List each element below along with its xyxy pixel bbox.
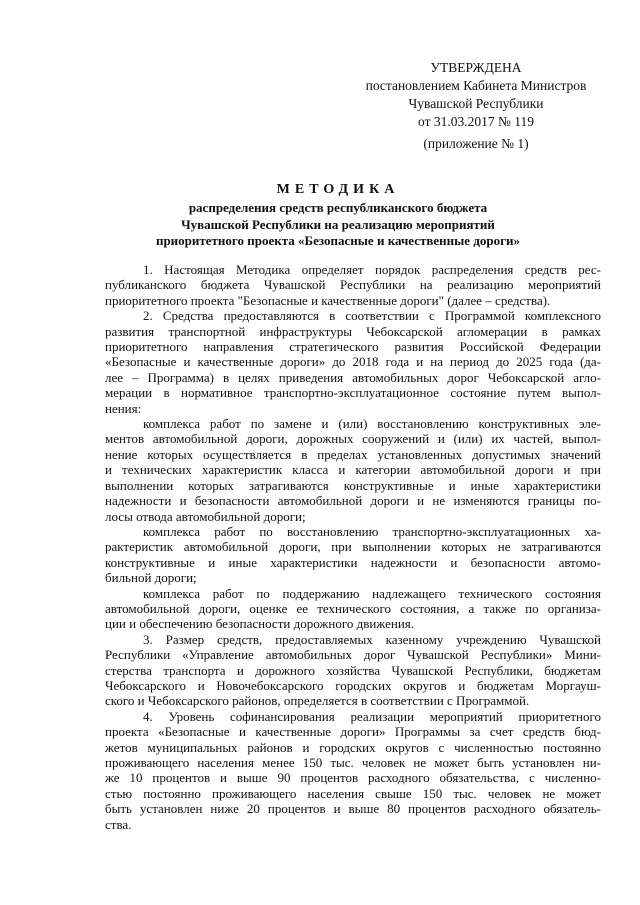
- paragraph-line: 2. Средства предоставляются в соответствии с Программой комплексного: [143, 308, 601, 324]
- paragraph-line: комплекса работ по поддержанию надлежащего технического состояния: [143, 585, 601, 601]
- approval-heading: УТВЕРЖДЕНА: [430, 60, 522, 75]
- appendix-label: (приложение № 1): [423, 136, 529, 151]
- paragraph-line: проживающего населения менее 150 тыс. человек не может быть установлен ни-: [105, 755, 601, 770]
- paragraph-line: лосы отвода автомобильной дороги;: [105, 508, 306, 524]
- paragraph: [105, 709, 601, 832]
- paragraph-line: комплекса работ по восстановлению транспортно-эксплуатационных ха-: [143, 523, 601, 539]
- paragraph-line: ции и обеспечению безопасности дорожного движения.: [105, 616, 415, 632]
- paragraph-line: бильной дороги;: [105, 570, 197, 586]
- paragraph-line: комплекса работ по замене и (или) восстановлению конструктивных эле-: [143, 416, 601, 432]
- paragraph-line: мерации в нормативное транспортно-эксплуатационное состояние путем выпол-: [105, 385, 601, 401]
- paragraph: [105, 632, 601, 709]
- subtitle-line: Чувашской Республики на реализацию мероприятий: [181, 216, 495, 232]
- paragraph-line: быть установлен ниже 20 процентов и выше 80 процентов расходного обязатель-: [105, 801, 601, 817]
- paragraph-line: лее – Программа) в целях приведения автомобильных дорог Чебоксарской агло-: [105, 369, 601, 385]
- paragraph-line: нения:: [105, 400, 142, 416]
- paragraph: [105, 262, 601, 308]
- document-body: [105, 262, 601, 832]
- paragraph-line: ского и Чебоксарского районов, определяется в соответствии с Программой.: [105, 693, 530, 709]
- paragraph-line: и технических характеристик класса и категории автомобильной дороги и при: [105, 462, 601, 478]
- paragraph: [105, 416, 601, 524]
- paragraph-line: же 10 процентов и выше 90 процентов расходного обязательства, с численно-: [105, 770, 601, 786]
- approval-stamp: [356, 59, 596, 131]
- document-title: МЕТОДИКА: [276, 182, 400, 197]
- paragraph-line: публиканского бюджета Чувашской Республики на реализацию мероприятий: [105, 277, 601, 293]
- paragraph: [105, 308, 601, 416]
- paragraph-line: приоритетного направления стратегического развития Российской Федерации: [105, 339, 601, 355]
- subtitle-line: приоритетного проекта «Безопасные и качественные дороги»: [155, 233, 521, 248]
- subtitle-line: распределения средств республиканского бюджета: [188, 200, 488, 215]
- paragraph-line: жетов муниципальных районов и городских округов с численностью постоянно: [105, 739, 601, 755]
- paragraph-line: развития транспортной инфраструктуры Чебоксарской агломерации в рамках: [105, 323, 601, 339]
- paragraph-line: конструктивные и иные характеристики надежности и безопасности автомо-: [105, 554, 601, 570]
- approval-region: Чувашской Республики: [408, 96, 544, 111]
- paragraph-line: проекта «Безопасные и качественные дороги» Программы за счет средств бюд-: [105, 724, 601, 740]
- document-subtitle: [60, 200, 616, 250]
- paragraph-line: 4. Уровень софинансирования реализации мероприятий приоритетного: [143, 708, 601, 724]
- paragraph-line: ства.: [105, 816, 132, 832]
- paragraph-line: надежности и безопасности автомобильной дороги и не изменяются границы по-: [105, 493, 601, 509]
- paragraph-line: ментов автомобильной дороги, дорожных сооружений и (или) их частей, выпол-: [105, 431, 601, 447]
- approval-issuer: постановлением Кабинета Министров: [365, 78, 587, 93]
- paragraph-line: стью постоянно проживающего населения свыше 150 тыс. человек не может: [105, 785, 601, 801]
- paragraph-line: Чебоксарского и Новочебоксарского городских округов и бюджетам Моргауш-: [105, 677, 601, 693]
- paragraph-line: Республики «Управление автомобильных дорог Чувашской Республики» Мини-: [105, 647, 601, 663]
- paragraph-line: рактеристик автомобильной дороги, при выполнении которых не затрагиваются: [105, 539, 601, 555]
- paragraph-line: выполнении которых затрагиваются конструктивные и иные характеристики: [105, 477, 601, 493]
- paragraph: [105, 586, 601, 632]
- paragraph-line: стерства транспорта и дорожного хозяйства Чувашской Республики, бюджетам: [105, 662, 601, 678]
- paragraph-line: приоритетного проекта "Безопасные и качественные дороги" (далее – средства).: [105, 292, 551, 308]
- paragraph-line: 1. Настоящая Методика определяет порядок распределения средств рес-: [143, 262, 601, 277]
- paragraph-line: автомобильной дороги, оценке ее технического состояния, а также по организа-: [105, 600, 601, 616]
- paragraph: [105, 524, 601, 586]
- paragraph-line: нение которых осуществляется в пределах установленных допустимых значений: [105, 446, 601, 462]
- approval-date-number: от 31.03.2017 № 119: [418, 114, 534, 129]
- paragraph-line: 3. Размер средств, предоставляемых казенному учреждению Чувашской: [143, 631, 601, 647]
- paragraph-line: «Безопасные и качественные дороги» до 2018 года и на период до 2025 года (да-: [105, 354, 601, 370]
